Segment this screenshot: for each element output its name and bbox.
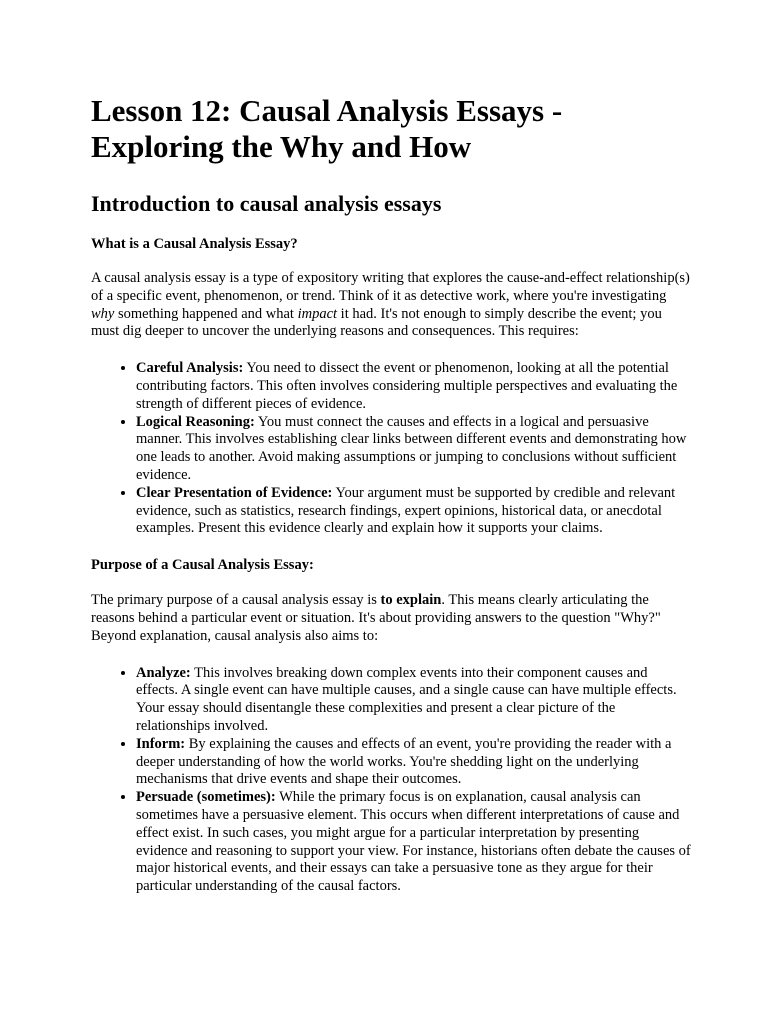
page-title: Lesson 12: Causal Analysis Essays - Exploring the Why and How [91,93,563,164]
requirements-list [91,360,691,538]
list-item: • Inform: By explaining the causes and effects of an event, you're providing the reader with a deeper understanding of how the world works. You're shedding light on the underlying mechanisms that drive events and shape their outcomes. [136,736,691,789]
purpose-paragraph: The primary purpose of a causal analysis essay is to explain. This means clearly articulating the reasons behind a particular event or situation. It's about providing answers to the question "Why?" Beyond explanation, causal analysis also aims to: [91,592,661,644]
list-item: • Logical Reasoning: You must connect the causes and effects in a logical and persuasive manner. This involves establishing clear links between different events and demonstrating how one leads to another. Avoid making assumptions or jumping to conclusions without sufficient evidence. [136,414,691,485]
list-item: • Clear Presentation of Evidence: Your argument must be supported by credible and relevant evidence, such as statistics, research findings, expert opinions, historical data, or anecdotal examples. Present this evidence clearly and explain how it supports your claims. [136,485,691,538]
purpose-heading: Purpose of a Causal Analysis Essay: [91,557,314,574]
what-is-heading: What is a Causal Analysis Essay? [91,236,298,252]
section-heading: Introduction to causal analysis essays [91,191,442,216]
list-item: • Careful Analysis: You need to dissect the event or phenomenon, looking at all the potential contributing factors. This often involves considering multiple perspectives and evaluating the strength of different pieces of evidence. [136,360,691,413]
document-page [91,93,691,896]
what-is-paragraph: A causal analysis essay is a type of expository writing that explores the cause-and-effect relationship(s) of a specific event, phenomenon, or trend. Think of it as detective work, where you're investigating why something happened and what impact it had. It's not enough to simply describe the event; you must dig deeper to uncover the underlying reasons and consequences. This requires: [91,270,690,340]
list-item: • Analyze: This involves breaking down complex events into their component causes and effects. A single event can have multiple causes, and a single cause can have multiple effects. Your essay should disentangle these complexities and present a clear picture of the relationships involved. [136,665,691,736]
list-item: • Persuade (sometimes): While the primary focus is on explanation, causal analysis can sometimes have a persuasive element. This occurs when different interpretations of cause and effect exist. In such cases, you might argue for a particular interpretation by presenting evidence and reasoning to support your view. For instance, historians often debate the causes of major historical events, and their essays can take a persuasive tone as they argue for their particular understanding of the causal factors. [136,789,691,896]
emphasis-impact: impact [297,305,338,322]
emphasis-to-explain: to explain [380,592,442,609]
emphasis-why: why [91,305,115,322]
aims-list [91,665,691,896]
